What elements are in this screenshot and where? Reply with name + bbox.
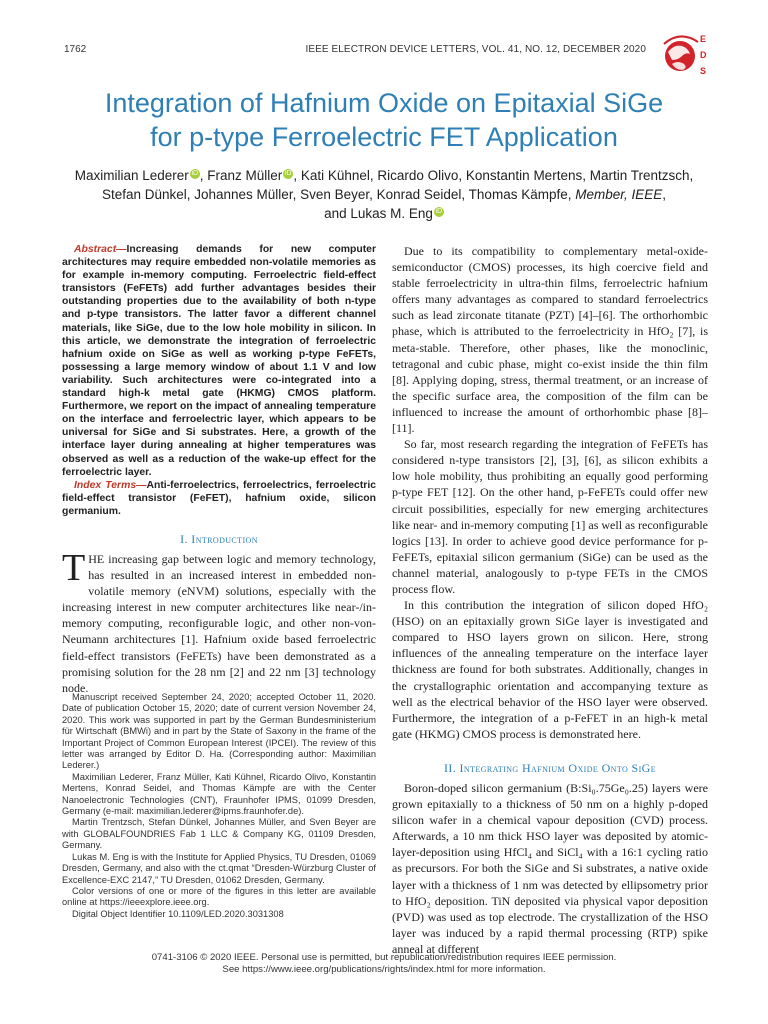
footnote-manuscript: Manuscript received September 24, 2020; accepted October 11, 2020. Date of publication October 15, 2020; date of current version November 24, 2020. This work was supported in part by the German Bundesministerium für Wirtschaft (BMWi) and in part by the State of Saxony in the frame of the Important Project of Common European Interest (IPCEI). The review of this letter was arranged by Editor D. Ha. (Corresponding author: Maximilian Lederer.) <box>62 692 376 771</box>
first-word: HE <box>88 551 105 566</box>
author-line-1 <box>60 166 708 185</box>
index-terms <box>62 479 376 518</box>
introduction-body <box>62 546 376 696</box>
author-line-2-end: , <box>662 187 667 202</box>
index-terms-label: Index Terms <box>74 479 137 491</box>
author-eng: and Lukas M. Eng <box>324 206 433 221</box>
left-column <box>62 243 376 696</box>
paragraph-compatibility: Due to its compatibility to complementary metal-oxide-semiconductor (CMOS) processes, its high coercive field and stable ferroelectricity in ultra-thin films, ferroelectric hafnium offers many advantages as compared to standard ferroelectrics such as lead zirconate titanate (PZT) [4]–[6]. The orthorhombic phase, which is attributed to the ferroelectricity in HfO₂ [7], is meta-stable. Therefore, other phases, like the monoclinic, tetragonal and cubic phase, might co-exist inside the thin film [8]. Applying doping, stress, thermal treatment, or an increase of the specific surface area, the composition of the film can be influenced to increase the amount of orthorhombic phase [8]–[11]. <box>392 244 708 436</box>
section-heading-integrating: II. Integrating Hafnium Oxide Onto SiGe <box>443 760 657 775</box>
paragraph-contribution: In this contribution the integration of silicon doped HfO₂ (HSO) on an epitaxially grown SiGe layer is investigated and compared to HSO layers grown on silicon. Here, strong influences of the annealing temperature on the interface layer thickness are found for both substrates. Additionally, changes in the crystallographic orientation and accompanying texture as well as the electrical behavior of the HSO layer were observed. Furthermore, the integration of a p-FeFET in an high-k metal gate (HKMG) CMOS process is demonstrated here. <box>392 598 708 741</box>
section-heading-introduction: I. Introduction <box>180 531 258 546</box>
copyright-notice <box>120 952 648 976</box>
footnote-color-versions: Color versions of one or more of the figures in this letter are available online at https://ieeexplore.ieee.org. <box>62 885 376 908</box>
orcid-icon[interactable]: iD <box>285 169 292 177</box>
index-terms-dash: — <box>136 479 147 491</box>
abstract <box>62 243 376 479</box>
abstract-text: Increasing demands for new computer architectures may require embedded non-volatile memories as for example in-memory computing. Ferroelectric field-effect transistors (FeFETs) add further advantages besides their outstanding properties due to the availability of both n-type and p-type transistors. The latter favor a different channel materials, like SiGe, due to the low hole mobility in silicon. In this article, we demonstrate the integration of ferroelectric hafnium oxide on SiGe as well as working p-type FeFETs, possessing a large memory window of about 1.1 V and low variability. Such architectures were co-integrated into a standard high-k metal gate (HKMG) CMOS platform. Furthermore, we report on the impact of annealing temperature on the interface and ferroelectric layer, which appears to be universal for SiGe and Si substrates. Here, a growth of the interface layer during annealing at higher temperatures was observed as well as a reduction of the wake-up effect for the ferroelectric layer. <box>62 244 376 478</box>
orcid-icon[interactable]: iD <box>191 169 199 177</box>
author-list <box>60 166 708 223</box>
first-page-footnote <box>62 692 376 920</box>
logo-letter-s: S <box>700 66 707 76</box>
paragraph-research: So far, most research regarding the integration of FeFETs has considered n-type transistors [2], [3], [6], as silicon exhibits a low hole mobility, thus prohibiting an equally good performing p-type FET [12]. On the other hand, p-FeFETs could offer new circuit possibilities, especially for new emerging architectures like near- and in-memory computing [1] as well as reconfigurable logics [13]. In order to achieve good device performance for p-FeFETs, epitaxial silicon germanium (SiGe) can be used as the channel material, analogously to p-type FETs in the CMOS process flow. <box>392 437 708 596</box>
logo-letter-d: D <box>700 50 707 60</box>
paragraph-methods: Boron-doped silicon germanium (B:Si₀.75Ge₀.25) layers were grown epitaxially to a thickness of 50 nm on a highly p-doped silicon wafer in a chemical vapour deposition (CVD) process. Afterwards, a 10 nm thick HSO layer was deposited by atomic-layer-deposition using HfCl₄ and SiCl₄ with a 16:1 cycling ratio as precursors. For both the SiGe and Si substrates, a native oxide layer with a thickness of 1 nm was detected by ellipsometry prior to HfO₂ deposition. TiN deposited via physical vapor deposition (PVD) was used as top electrode. The crystallization of the HSO layer was induced by a rapid thermal processing (RTP) spike anneal at different <box>392 781 708 956</box>
title-line-2: for p-type Ferroelectric FET Application <box>150 122 618 152</box>
title-line-1: Integration of Hafnium Oxide on Epitaxial SiGe <box>104 88 664 118</box>
abstract-label: Abstract <box>74 244 117 255</box>
author-lederer: Maximilian Lederer <box>74 168 189 183</box>
author-line-1-rest: , Kati Kühnel, Ricardo Olivo, Konstantin Mertens, Martin Trentzsch, <box>293 168 694 183</box>
page-number: 1762 <box>64 44 87 55</box>
footnote-affiliation-gf: Martin Trentzsch, Stefan Dünkel, Johannes Müller, and Sven Beyer are with GLOBALFOUNDRIES Fab 1 LLC & Company KG, 01109 Dresden, Germany. <box>62 817 376 851</box>
orcid-icon[interactable]: iD <box>435 207 443 215</box>
intro-paragraph-text: increasing gap between logic and memory technology, has resulted in an increased interest in embedded non-volatile memory (eNVM) solutions, especially with the increasing interest in new computer architectures like near-/in-memory computing, reconfigurable logic, and other non-von-Neumann architectures [1]. Hafnium oxide based ferroelectric field-effect transistors (FeFETs) have been demonstrated as a promising solution for the 28 nm [2] and 22 nm [3] technology node. <box>62 551 376 695</box>
author-mueller: , Franz Müller <box>199 168 283 183</box>
abstract-dash: — <box>116 244 127 255</box>
right-column <box>392 243 708 957</box>
logo-letter-e: E <box>700 34 707 44</box>
footnote-affiliation-ipms: Maximilian Lederer, Franz Müller, Kati Kühnel, Ricardo Olivo, Konstantin Mertens, Konrad Seidel, and Thomas Kämpfe are with the Center Nanoelectronic Technologies (CNT), Fraunhofer IPMS, 01099 Dresden, Germany (e-mail: maximilian.lederer@ipms.fraunhofer.de). <box>62 771 376 817</box>
eds-logo <box>660 30 710 82</box>
author-line-2-text: Stefan Dünkel, Johannes Müller, Sven Beyer, Konrad Seidel, Thomas Kämpfe, <box>101 187 576 202</box>
footnote-doi: Digital Object Identifier 10.1109/LED.2020.3031308 <box>72 908 284 919</box>
copyright-line-1: 0741-3106 © 2020 IEEE. Personal use is permitted, but republication/redistribution requires IEEE permission. <box>151 952 617 963</box>
member-ieee: Member, IEEE <box>575 187 663 202</box>
author-line-3 <box>60 204 708 223</box>
introduction-paragraph <box>62 546 376 696</box>
footnote-affiliation-tud: Lukas M. Eng is with the Institute for Applied Physics, TU Dresden, 01069 Dresden, Germany, and also with the ct.qmat “Dresden-Würzburg Cluster of Excellence-EXC 2147,” TU Dresden, 01062 Dresden, Germany. <box>62 851 376 885</box>
dropcap: T <box>62 546 86 589</box>
paper-title <box>40 86 728 154</box>
index-terms-text: Anti-ferroelectrics, ferroelectrics, ferroelectric field-effect transistor (FeFET), hafnium oxide, silicon germanium. <box>62 479 377 517</box>
journal-header: IEEE ELECTRON DEVICE LETTERS, VOL. 41, NO. 12, DECEMBER 2020 <box>305 44 646 55</box>
copyright-line-2: See https://www.ieee.org/publications/rights/index.html for more information. <box>222 964 546 975</box>
author-line-2 <box>60 185 708 204</box>
